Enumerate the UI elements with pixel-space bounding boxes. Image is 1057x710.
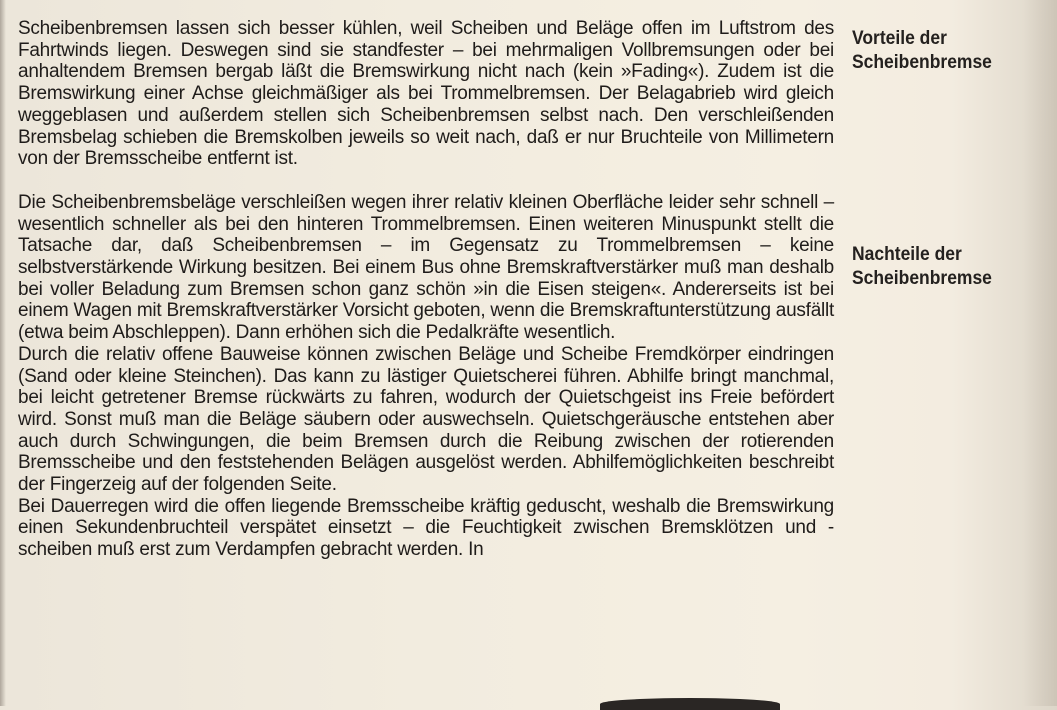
margin-heading-line: Nachteile der [852, 244, 962, 265]
body-text [18, 18, 834, 561]
margin-heading-line: Scheibenbremse [852, 268, 992, 289]
paragraph-rain: Bei Dauerregen wird die offen liegende Bremsscheibe kräftig geduscht, weshalb die Bremswirkung einen Sekundenbruchteil verspätet einsetzt – die Feuchtigkeit zwischen Bremsklötzen und -scheiben muß erst zum Verdampfen gebracht werden. In [18, 495, 834, 561]
margin-heading-line: Vorteile der [852, 28, 947, 49]
margin-heading-line: Scheibenbremse [852, 52, 992, 73]
paragraph-foreign-bodies: Durch die relativ offene Bauweise können zwischen Beläge und Scheibe Fremdkörper eindringen (Sand oder kleine Steinchen). Das kann zu lästiger Quietscherei führen. Abhilfe bringt manchmal, bei leicht getretener Bremse rückwärts zu fahren, wodurch der Quietschgeist ins Freie befördert wird. Sonst muß man die Beläge säubern oder auswechseln. Quietschgeräusche entstehen aber auch durch Schwingungen, die beim Bremsen durch die Reibung zwischen der rotierenden Bremsscheibe und den feststehenden Belägen ausgelöst werden. Abhilfemöglichkeiten beschreibt der Fingerzeig auf der folgenden Seite. [18, 343, 834, 496]
margin-heading-advantages [852, 27, 1036, 75]
page-edge-shadow [1023, 0, 1057, 706]
page-gutter-shadow [0, 0, 6, 706]
paragraph-disadvantages: Die Scheibenbremsbeläge verschleißen wegen ihrer relativ kleinen Oberfläche leider sehr schnell – wesentlich schneller als bei den hinteren Trommelbremsen. Einen weiteren Minuspunkt stellt die Tatsache dar, daß Scheibenbremsen – im Gegensatz zu Trommelbremsen – keine selbstverstärkende Wirkung besitzen. Bei einem Bus ohne Bremskraftverstärker muß man deshalb bei voller Beladung zum Bremsen schon ganz schön »in die Eisen steigen«. Andererseits ist bei einem Wagen mit Bremskraftverstärker Vorsicht geboten, wenn die Bremskraftunterstützung ausfällt (etwa beim Abschleppen). Dann erhöhen sich die Pedalkräfte wesentlich. [18, 191, 834, 344]
page-bottom-mark [600, 698, 780, 710]
paragraph-advantages: Scheibenbremsen lassen sich besser kühlen, weil Scheiben und Beläge offen im Luftstrom des Fahrtwinds liegen. Deswegen sind sie standfester – bei mehrmaligen Vollbremsungen oder bei anhaltendem Bremsen bergab läßt die Bremswirkung nicht nach (kein »Fading«). Zudem ist die Bremswirkung einer Achse gleichmäßiger als bei Trommelbremsen. Der Belagabrieb wird gleich weggeblasen und außerdem stellen sich Scheibenbremsen selbst nach. Den verschleißenden Bremsbelag schieben die Bremskolben jeweils so weit nach, daß er nur Bruchteile von Millimetern von der Bremsscheibe entfernt ist. [18, 18, 834, 170]
margin-heading-disadvantages [852, 243, 1036, 291]
